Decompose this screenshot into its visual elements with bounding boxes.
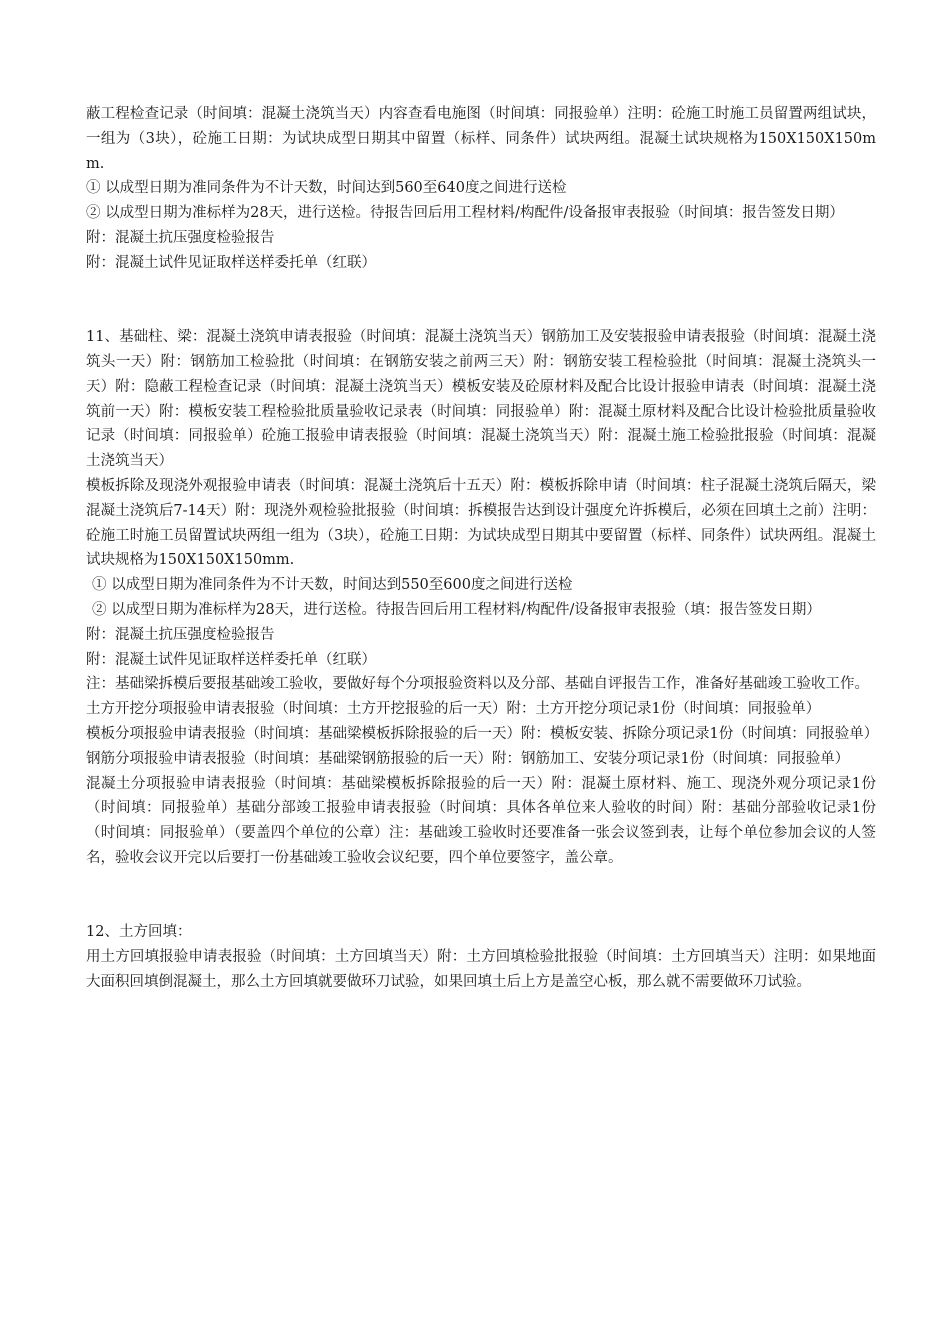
section-12-heading: 12、土方回填： [86, 924, 192, 941]
section-11-heading-paragraph: 11、基础柱、梁：混凝土浇筑申请表报验（时间填：混凝土浇筑当天）钢筋加工及安装报验申请表报验（时间填：混凝土浇筑头一天）附：钢筋加工检验批（时间填：在钢筋安装之前两三天）附：钢筋安装工程检验批（时间填：混凝土浇筑头一天）附：隐蔽工程检查记录（时间填：混凝土浇筑当天）模板安装及砼原材料及配合比设计报验申请表（时间填：混凝土浇筑前一天）附：模板安装工程检验批质量验收记录表（时间填：同报验单）附：混凝土原材料及配合比设计检验批质量验收记录（时间填：同报验单）砼施工报验申请表报验（时间填：混凝土浇筑当天）附：混凝土施工检验批报验（时间填：混凝土浇筑当天） [86, 329, 876, 470]
list-item: ② 以成型日期为准标样为28天，进行送检。待报告回后用工程材料/构配件/设备报审表报验（时间填：报告签发日期） [86, 205, 844, 222]
attachment-line: 附：混凝土试件见证取样送样委托单（红联） [86, 254, 376, 271]
list-item: ① 以成型日期为准同条件为不计天数，时间达到560至640度之间进行送检 [86, 180, 567, 197]
paragraph: 模板分项报验申请表报验（时间填：基础梁模板拆除报验的后一天）附：模板安装、拆除分项记录1份（时间填：同报验单） [86, 725, 879, 742]
paragraph: 模板拆除及现浇外观报验申请表（时间填：混凝土浇筑后十五天）附：模板拆除申请（时间填：柱子混凝土浇筑后隔天，梁混凝土浇筑后7-14天）附：现浇外观检验批报验（时间填：拆模报告达到设计强度允许拆模后，必须在回填土之前）注明：砼施工时施工员留置试块两组一组为（3块），砼施工日期：为试块成型日期其中要留置（标样、同条件）试块两组。混凝土试块规格为150X150X150mm. [86, 477, 876, 569]
paragraph: 土方开挖分项报验申请表报验（时间填：土方开挖报验的后一天）附：土方开挖分项记录1份（时间填：同报验单） [86, 701, 821, 718]
list-item: ① 以成型日期为准同条件为不计天数，时间达到550至600度之间进行送检 [92, 577, 573, 594]
paragraph: 用土方回填报验申请表报验（时间填：土方回填当天）附：土方回填检验批报验（时间填：土方回填当天）注明：如果地面大面积回填倒混凝土，那么土方回填就要做环刀试验，如果回填土后上方是盖空心板，那么就不需要做环刀试验。 [86, 949, 876, 990]
list-item: ② 以成型日期为准标样为28天，进行送检。待报告回后用工程材料/构配件/设备报审表报验（填：报告签发日期） [92, 601, 821, 618]
attachment-line: 附：混凝土抗压强度检验报告 [86, 229, 275, 246]
blank-spacer [86, 276, 876, 326]
attachment-line: 附：混凝土试件见证取样送样委托单（红联） [86, 651, 376, 668]
blank-spacer [86, 871, 876, 921]
attachment-line: 附：混凝土抗压强度检验报告 [86, 626, 275, 643]
paragraph: 混凝土分项报验申请表报验（时间填：基础梁模板拆除报验的后一天）附：混凝土原材料、施工、现浇外观分项记录1份（时间填：同报验单）基础分部竣工报验申请表报验（时间填：具体各单位来人验收的时间）附：基础分部验收记录1份（时间填：同报验单）（要盖四个单位的公章）注：基础竣工验收时还要准备一张会议签到表，让每个单位参加会议的人签名，验收会议开完以后要打一份基础竣工验收会议纪要，四个单位要签字，盖公章。 [86, 775, 876, 866]
note-paragraph: 注：基础梁拆模后要报基础竣工验收，要做好每个分项报验资料以及分部、基础自评报告工作，准备好基础竣工验收工作。 [86, 676, 869, 693]
paragraph: 钢筋分项报验申请表报验（时间填：基础梁钢筋报验的后一天）附：钢筋加工、安装分项记录1份（时间填：同报验单） [86, 750, 850, 767]
paragraph: 蔽工程检查记录（时间填：混凝土浇筑当天）内容查看电施图（时间填：同报验单）注明：砼施工时施工员留置两组试块，一组为（3块），砼施工日期：为试块成型日期其中留置（标样、同条件）试块两组。混凝土试块规格为150X150X150mm. [86, 106, 876, 172]
document-body [86, 102, 879, 995]
